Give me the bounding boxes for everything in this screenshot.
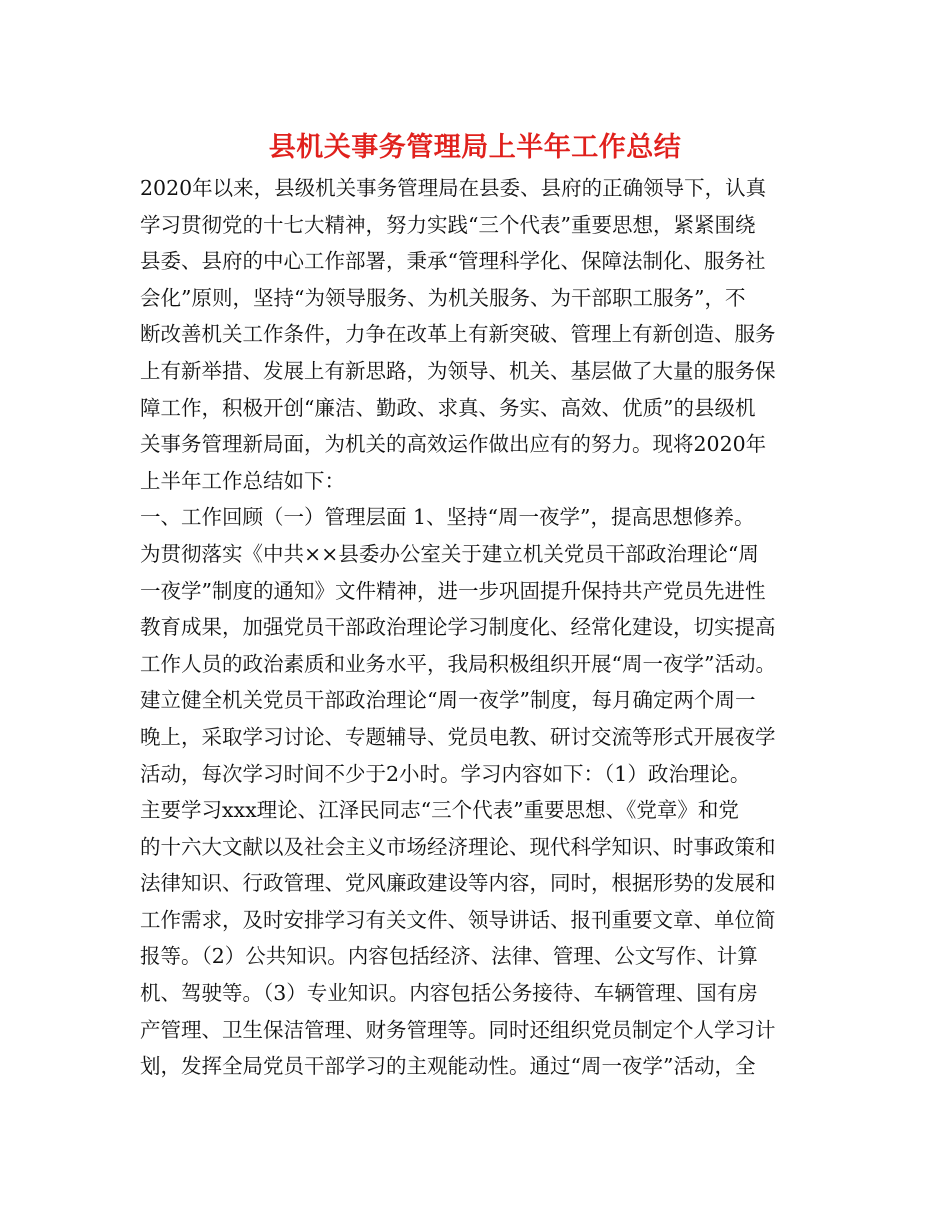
body-line: 晚上，采取学习讨论、专题辅导、党员电教、研讨交流等形式开展夜学 xyxy=(140,724,776,749)
body-line: 障工作，积极开创“廉洁、勤政、求真、务实、高效、优质”的县级机 xyxy=(140,395,756,420)
body-line: 2020年以来，县级机关事务管理局在县委、县府的正确领导下，认真 xyxy=(140,176,767,200)
body-line: 产管理、卫生保洁管理、财务管理等。同时还组织党员制定个人学习计 xyxy=(140,1017,776,1042)
body-line: 学习贯彻党的十七大精神，努力实践“三个代表”重要思想，紧紧围绕 xyxy=(140,212,756,237)
body-line: 县委、县府的中心工作部署，秉承“管理科学化、保障法制化、服务社 xyxy=(140,249,766,274)
body-line: 教育成果，加强党员干部政治理论学习制度化、经常化建设，切实提高 xyxy=(140,615,776,640)
body-line: 关事务管理新局面，为机关的高效运作做出应有的努力。现将2020年 xyxy=(140,432,767,457)
body-line: 的十六大文献以及社会主义市场经济理论、现代科学知识、时事政策和 xyxy=(140,834,776,859)
body-line: 上半年工作总结如下： xyxy=(140,468,345,493)
document-body xyxy=(140,170,820,1085)
body-line: 法律知识、行政管理、党风廉政建设等内容，同时，根据形势的发展和 xyxy=(140,871,776,896)
body-line: 工作人员的政治素质和业务水平，我局积极组织开展“周一夜学”活动。 xyxy=(140,651,776,676)
body-line: 划，发挥全局党员干部学习的主观能动性。通过“周一夜学”活动，全 xyxy=(140,1054,756,1079)
document-title: 县机关事务管理局上半年工作总结 xyxy=(268,132,682,163)
body-line: 断改善机关工作条件，力争在改革上有新突破、管理上有新创造、服务 xyxy=(140,322,776,347)
body-line: 建立健全机关党员干部政治理论“周一夜学”制度，每月确定两个周一 xyxy=(140,688,756,713)
body-line: 主要学习xxx理论、江泽民同志“三个代表”重要思想、《党章》和党 xyxy=(140,798,739,823)
body-line: 一夜学”制度的通知》文件精神，进一步巩固提升保持共产党员先进性 xyxy=(140,578,766,603)
body-line: 机、驾驶等。（3）专业知识。内容包括公务接待、车辆管理、国有房 xyxy=(140,981,758,1006)
body-line: 工作需求，及时安排学习有关文件、领导讲话、报刊重要文章、单位简 xyxy=(140,907,776,932)
body-line: 报等。（2）公共知识。内容包括经济、法律、管理、公文写作、计算 xyxy=(140,944,758,969)
body-line: 活动，每次学习时间不少于2小时。学习内容如下：（1）政治理论。 xyxy=(140,761,751,786)
section-heading-line: 一、工作回顾（一）管理层面 1、坚持“周一夜学”，提高思想修养。 xyxy=(140,505,755,530)
body-line: 为贯彻落实《中共××县委办公室关于建立机关党员干部政治理论“周 xyxy=(140,541,759,566)
body-line: 上有新举措、发展上有新思路，为领导、机关、基层做了大量的服务保 xyxy=(140,358,776,383)
body-line: 会化”原则，坚持“为领导服务、为机关服务、为干部职工服务”，不 xyxy=(140,285,746,310)
